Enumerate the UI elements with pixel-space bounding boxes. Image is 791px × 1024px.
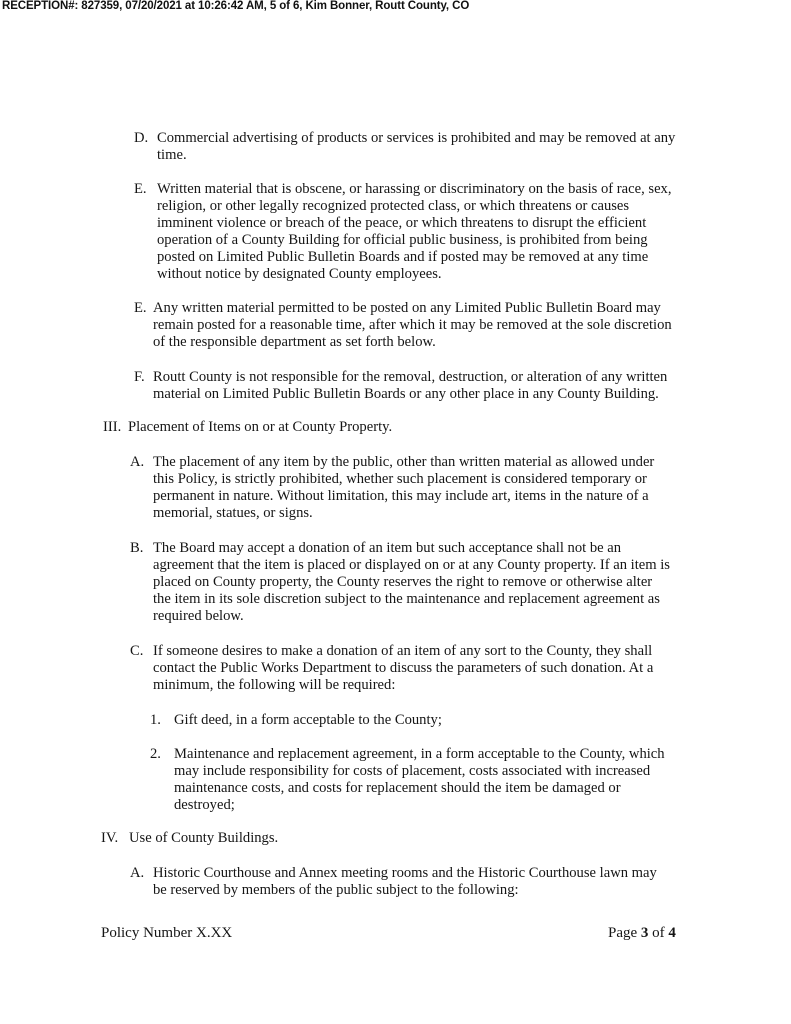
item-line: operation of a County Building for official public business, is prohibited from being	[157, 232, 648, 248]
item-line: Historic Courthouse and Annex meeting rooms and the Historic Courthouse lawn may	[153, 865, 657, 881]
item-line: permanent in nature. Without limitation, this may include art, items in the nature of a	[153, 488, 649, 504]
section-marker: IV.	[101, 830, 119, 846]
item-line: religion, or other legally recognized protected class, or which threatens or causes	[157, 198, 630, 214]
item-line: placed on County property, the County reserves the right to remove or otherwise alter	[153, 574, 653, 590]
item-line: required below.	[153, 608, 244, 624]
section-title: Use of County Buildings.	[129, 830, 279, 846]
item-line: Commercial advertising of products or services is prohibited and may be removed at any	[157, 130, 676, 146]
item-line: maintenance costs, and costs for replacement should the item be damaged or	[174, 780, 621, 796]
item-line: If someone desires to make a donation of an item of any sort to the County, they shall	[153, 643, 653, 659]
page-prefix: Page	[608, 925, 641, 941]
item-line: material on Limited Public Bulletin Boards or any other place in any County Building.	[153, 386, 659, 402]
policy-number: Policy Number X.XX	[101, 925, 233, 941]
item-line: Written material that is obscene, or harassing or discriminatory on the basis of race, sex,	[157, 181, 672, 197]
item-marker: B.	[130, 540, 144, 556]
item-line: may include responsibility for costs of placement, costs associated with increased	[174, 763, 651, 779]
item-marker: E.	[134, 300, 147, 316]
item-line: remain posted for a reasonable time, after which it may be removed at the sole discretion	[153, 317, 672, 333]
item-line: without notice by designated County employees.	[157, 266, 442, 282]
item-line: destroyed;	[174, 797, 235, 813]
item-line: Any written material permitted to be posted on any Limited Public Bulletin Board may	[153, 300, 661, 316]
item-line: posted on Limited Public Bulletin Boards and if posted may be removed at any time	[157, 249, 649, 265]
item-line: contact the Public Works Department to discuss the parameters of such donation. At a	[153, 660, 654, 676]
page-indicator	[608, 925, 676, 942]
item-marker: C.	[130, 643, 144, 659]
item-line: Maintenance and replacement agreement, in a form acceptable to the County, which	[174, 746, 665, 762]
page-of: of	[648, 925, 669, 941]
page-current: 3	[640, 925, 649, 941]
item-line: The placement of any item by the public, other than written material as allowed under	[153, 454, 655, 470]
item-marker: F.	[134, 369, 145, 385]
item-line: this Policy, is strictly prohibited, whether such placement is considered temporary or	[153, 471, 647, 487]
item-line: imminent violence or breach of the peace, or which threatens to disrupt the efficient	[157, 215, 647, 231]
reception-stamp: RECEPTION#: 827359, 07/20/2021 at 10:26:42 AM, 5 of 6, Kim Bonner, Routt County, CO	[2, 0, 470, 12]
item-marker: D.	[134, 130, 149, 146]
item-line: minimum, the following will be required:	[153, 677, 396, 693]
item-line: the item in its sole discretion subject to the maintenance and replacement agreement as	[153, 591, 660, 607]
item-marker: A.	[130, 865, 145, 881]
item-line: agreement that the item is placed or displayed on or at any County property. If an item is	[153, 557, 670, 573]
section-title: Placement of Items on or at County Property.	[128, 419, 393, 435]
page-total: 4	[668, 925, 676, 941]
item-line: Gift deed, in a form acceptable to the County;	[174, 712, 442, 728]
item-line: The Board may accept a donation of an item but such acceptance shall not be an	[153, 540, 622, 556]
item-line: time.	[157, 147, 187, 163]
item-line: be reserved by members of the public subject to the following:	[153, 882, 519, 898]
item-marker: 2.	[150, 746, 161, 762]
item-marker: E.	[134, 181, 147, 197]
item-marker: A.	[130, 454, 145, 470]
section-marker: III.	[103, 419, 122, 435]
item-marker: 1.	[150, 712, 161, 728]
item-line: memorial, statues, or signs.	[153, 505, 313, 521]
item-line: of the responsible department as set forth below.	[153, 334, 436, 350]
item-line: Routt County is not responsible for the removal, destruction, or alteration of any written	[153, 369, 668, 385]
